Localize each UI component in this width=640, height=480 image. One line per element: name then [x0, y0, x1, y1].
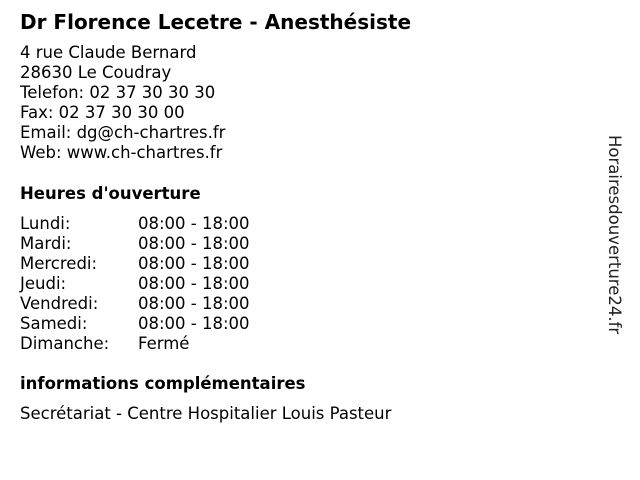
hours-row-monday — [20, 214, 250, 234]
hours-row-sunday — [20, 334, 250, 354]
email-address: Email: dg@ch-chartres.fr — [20, 123, 226, 142]
time-value: 08:00 - 18:00 — [138, 314, 250, 333]
website: Web: www.ch-chartres.fr — [20, 143, 223, 162]
day-label: Mardi: — [20, 234, 72, 253]
site-watermark: Horairesdouverture24.fr — [605, 135, 624, 335]
opening-hours-heading: Heures d'ouverture — [20, 184, 201, 203]
city-address: 28630 Le Coudray — [20, 63, 172, 82]
day-label: Lundi: — [20, 214, 71, 233]
time-value: 08:00 - 18:00 — [138, 274, 250, 293]
day-label: Mercredi: — [20, 254, 98, 273]
time-value: 08:00 - 18:00 — [138, 254, 250, 273]
phone-number: Telefon: 02 37 30 30 30 — [20, 83, 216, 102]
additional-info-heading: informations complémentaires — [20, 374, 306, 393]
fax-number: Fax: 02 37 30 30 00 — [20, 103, 185, 122]
time-value: 08:00 - 18:00 — [138, 294, 250, 313]
time-value: 08:00 - 18:00 — [138, 234, 250, 253]
contact-block — [20, 43, 225, 163]
hours-row-friday — [20, 294, 250, 314]
street-address: 4 rue Claude Bernard — [20, 43, 197, 62]
page-title: Dr Florence Lecetre - Anesthésiste — [20, 10, 412, 34]
day-label: Dimanche: — [20, 334, 110, 353]
day-label: Vendredi: — [20, 294, 99, 313]
additional-info-text: Secrétariat - Centre Hospitalier Louis Pasteur — [20, 404, 392, 423]
day-label: Samedi: — [20, 314, 88, 333]
hours-row-tuesday — [20, 234, 250, 254]
opening-hours-table — [20, 214, 250, 354]
hours-row-saturday — [20, 314, 250, 334]
hours-row-wednesday — [20, 254, 250, 274]
time-value: 08:00 - 18:00 — [138, 214, 250, 233]
hours-row-thursday — [20, 274, 250, 294]
day-label: Jeudi: — [20, 274, 67, 293]
time-value: Fermé — [138, 334, 190, 353]
